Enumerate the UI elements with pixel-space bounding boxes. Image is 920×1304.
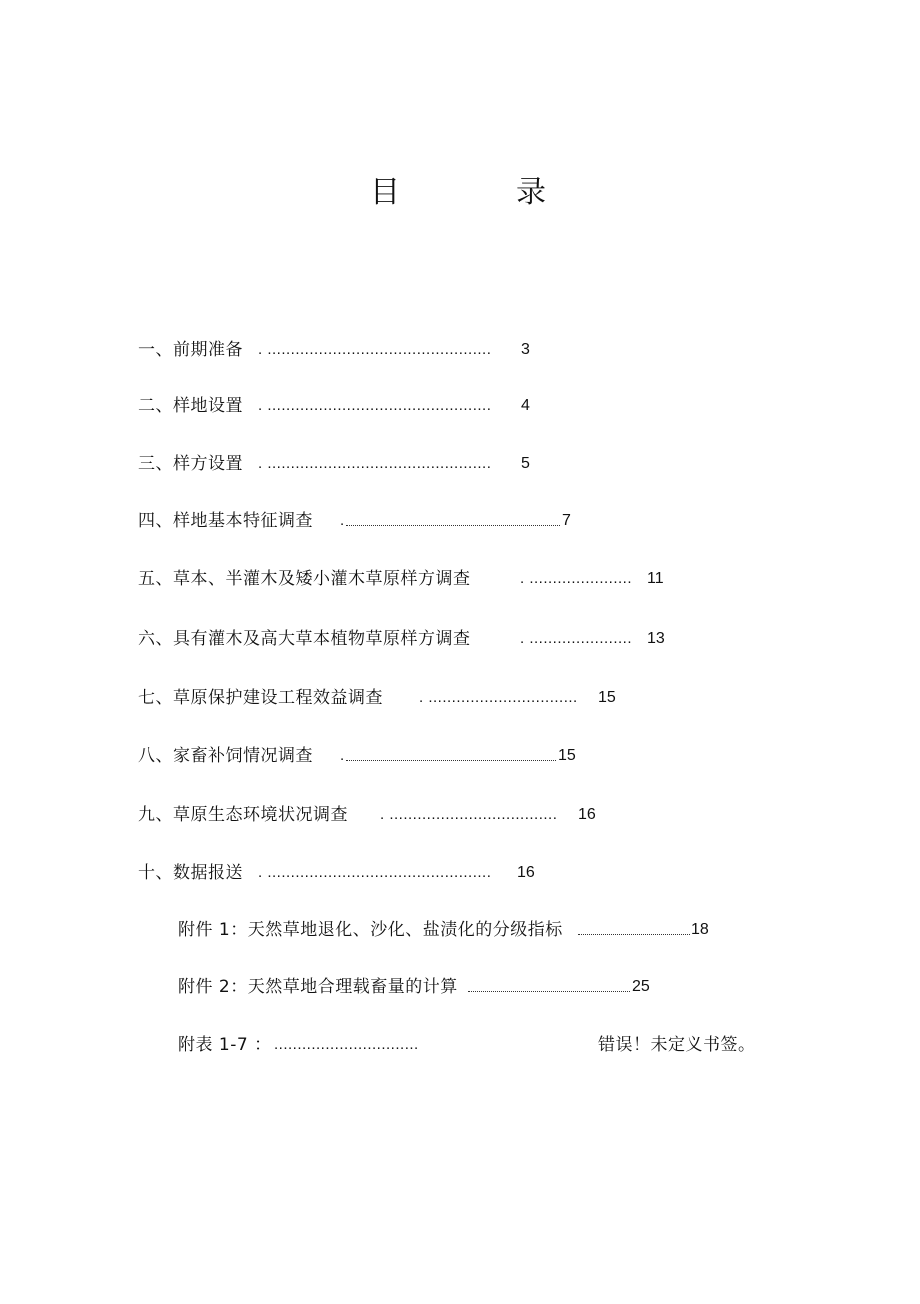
toc-entry-leader: . ................................................	[258, 864, 492, 881]
toc-entry-page: 13	[647, 630, 665, 647]
appendix-entry-1[interactable]	[178, 918, 738, 942]
appendix-entry-2[interactable]	[178, 975, 678, 999]
toc-entry-fine-leader	[346, 760, 556, 761]
toc-entry-5[interactable]	[138, 567, 678, 591]
toc-entry-9[interactable]	[138, 803, 618, 827]
toc-entry-page: 15	[598, 689, 616, 706]
toc-entry-page: 16	[517, 864, 535, 881]
toc-entry-leader: . ......................	[520, 630, 633, 647]
toc-entry-label: 八、家畜补饲情况调查	[138, 746, 313, 766]
appendix-entry-fine-leader	[578, 934, 690, 935]
toc-title	[0, 168, 920, 218]
bookmark-error-note: 错误！未定义书签。	[598, 1035, 756, 1055]
toc-entry-label: 六、具有灌木及高大草本植物草原样方调查	[138, 629, 471, 649]
toc-entry-leader: .	[340, 747, 345, 764]
toc-entry-page: 7	[562, 512, 571, 529]
toc-entry-leader: . ................................	[419, 689, 578, 706]
toc-entry-3[interactable]	[138, 452, 558, 476]
appendix-entry-label: 附表 1-7 ：	[178, 1035, 272, 1055]
toc-entry-leader: . ....................................	[380, 806, 558, 823]
toc-entry-7[interactable]	[138, 686, 638, 710]
toc-entry-page: 5	[521, 455, 530, 472]
toc-entry-leader: . ................................................	[258, 397, 492, 414]
toc-entry-page: 3	[521, 341, 530, 358]
toc-entry-page: 16	[578, 806, 596, 823]
toc-entry-leader: . ................................................	[258, 455, 492, 472]
appendix-entry-label: 附件 2：天然草地合理载畜量的计算	[178, 977, 458, 997]
toc-entry-fine-leader	[346, 525, 560, 526]
toc-entry-4[interactable]	[138, 509, 588, 533]
toc-entry-2[interactable]	[138, 394, 558, 418]
toc-entry-page: 15	[558, 747, 576, 764]
appendix-entry-page: 18	[691, 921, 709, 938]
toc-entry-leader: . ................................................	[258, 341, 492, 358]
toc-entry-label: 二、样地设置	[138, 396, 243, 416]
toc-entry-label: 九、草原生态环境状况调查	[138, 805, 348, 825]
toc-entry-1[interactable]	[138, 338, 558, 362]
toc-title-char-2: 录	[516, 175, 546, 210]
toc-entry-page: 4	[521, 397, 530, 414]
toc-entry-label: 十、数据报送	[138, 863, 243, 883]
toc-entry-label: 七、草原保护建设工程效益调查	[138, 688, 383, 708]
appendix-entry-page: 25	[632, 978, 650, 995]
appendix-entry-fine-leader	[468, 991, 630, 992]
appendix-entry-leader: ...............................	[274, 1036, 419, 1053]
toc-entry-label: 四、样地基本特征调查	[138, 511, 313, 531]
toc-entry-10[interactable]	[138, 861, 558, 885]
toc-entry-leader: . ......................	[520, 570, 633, 587]
toc-entry-label: 五、草本、半灌木及矮小灌木草原样方调查	[138, 569, 471, 589]
toc-entry-page: 11	[647, 570, 664, 587]
toc-entry-6[interactable]	[138, 627, 678, 651]
toc-entry-label: 一、前期准备	[138, 340, 243, 360]
appendix-entry-label: 附件 1：天然草地退化、沙化、盐渍化的分级指标	[178, 920, 563, 940]
toc-entry-label: 三、样方设置	[138, 454, 243, 474]
toc-entry-8[interactable]	[138, 744, 598, 768]
toc-entry-leader: .	[340, 512, 345, 529]
toc-title-char-1: 目	[370, 175, 400, 210]
appendix-entry-3[interactable]	[178, 1033, 778, 1057]
